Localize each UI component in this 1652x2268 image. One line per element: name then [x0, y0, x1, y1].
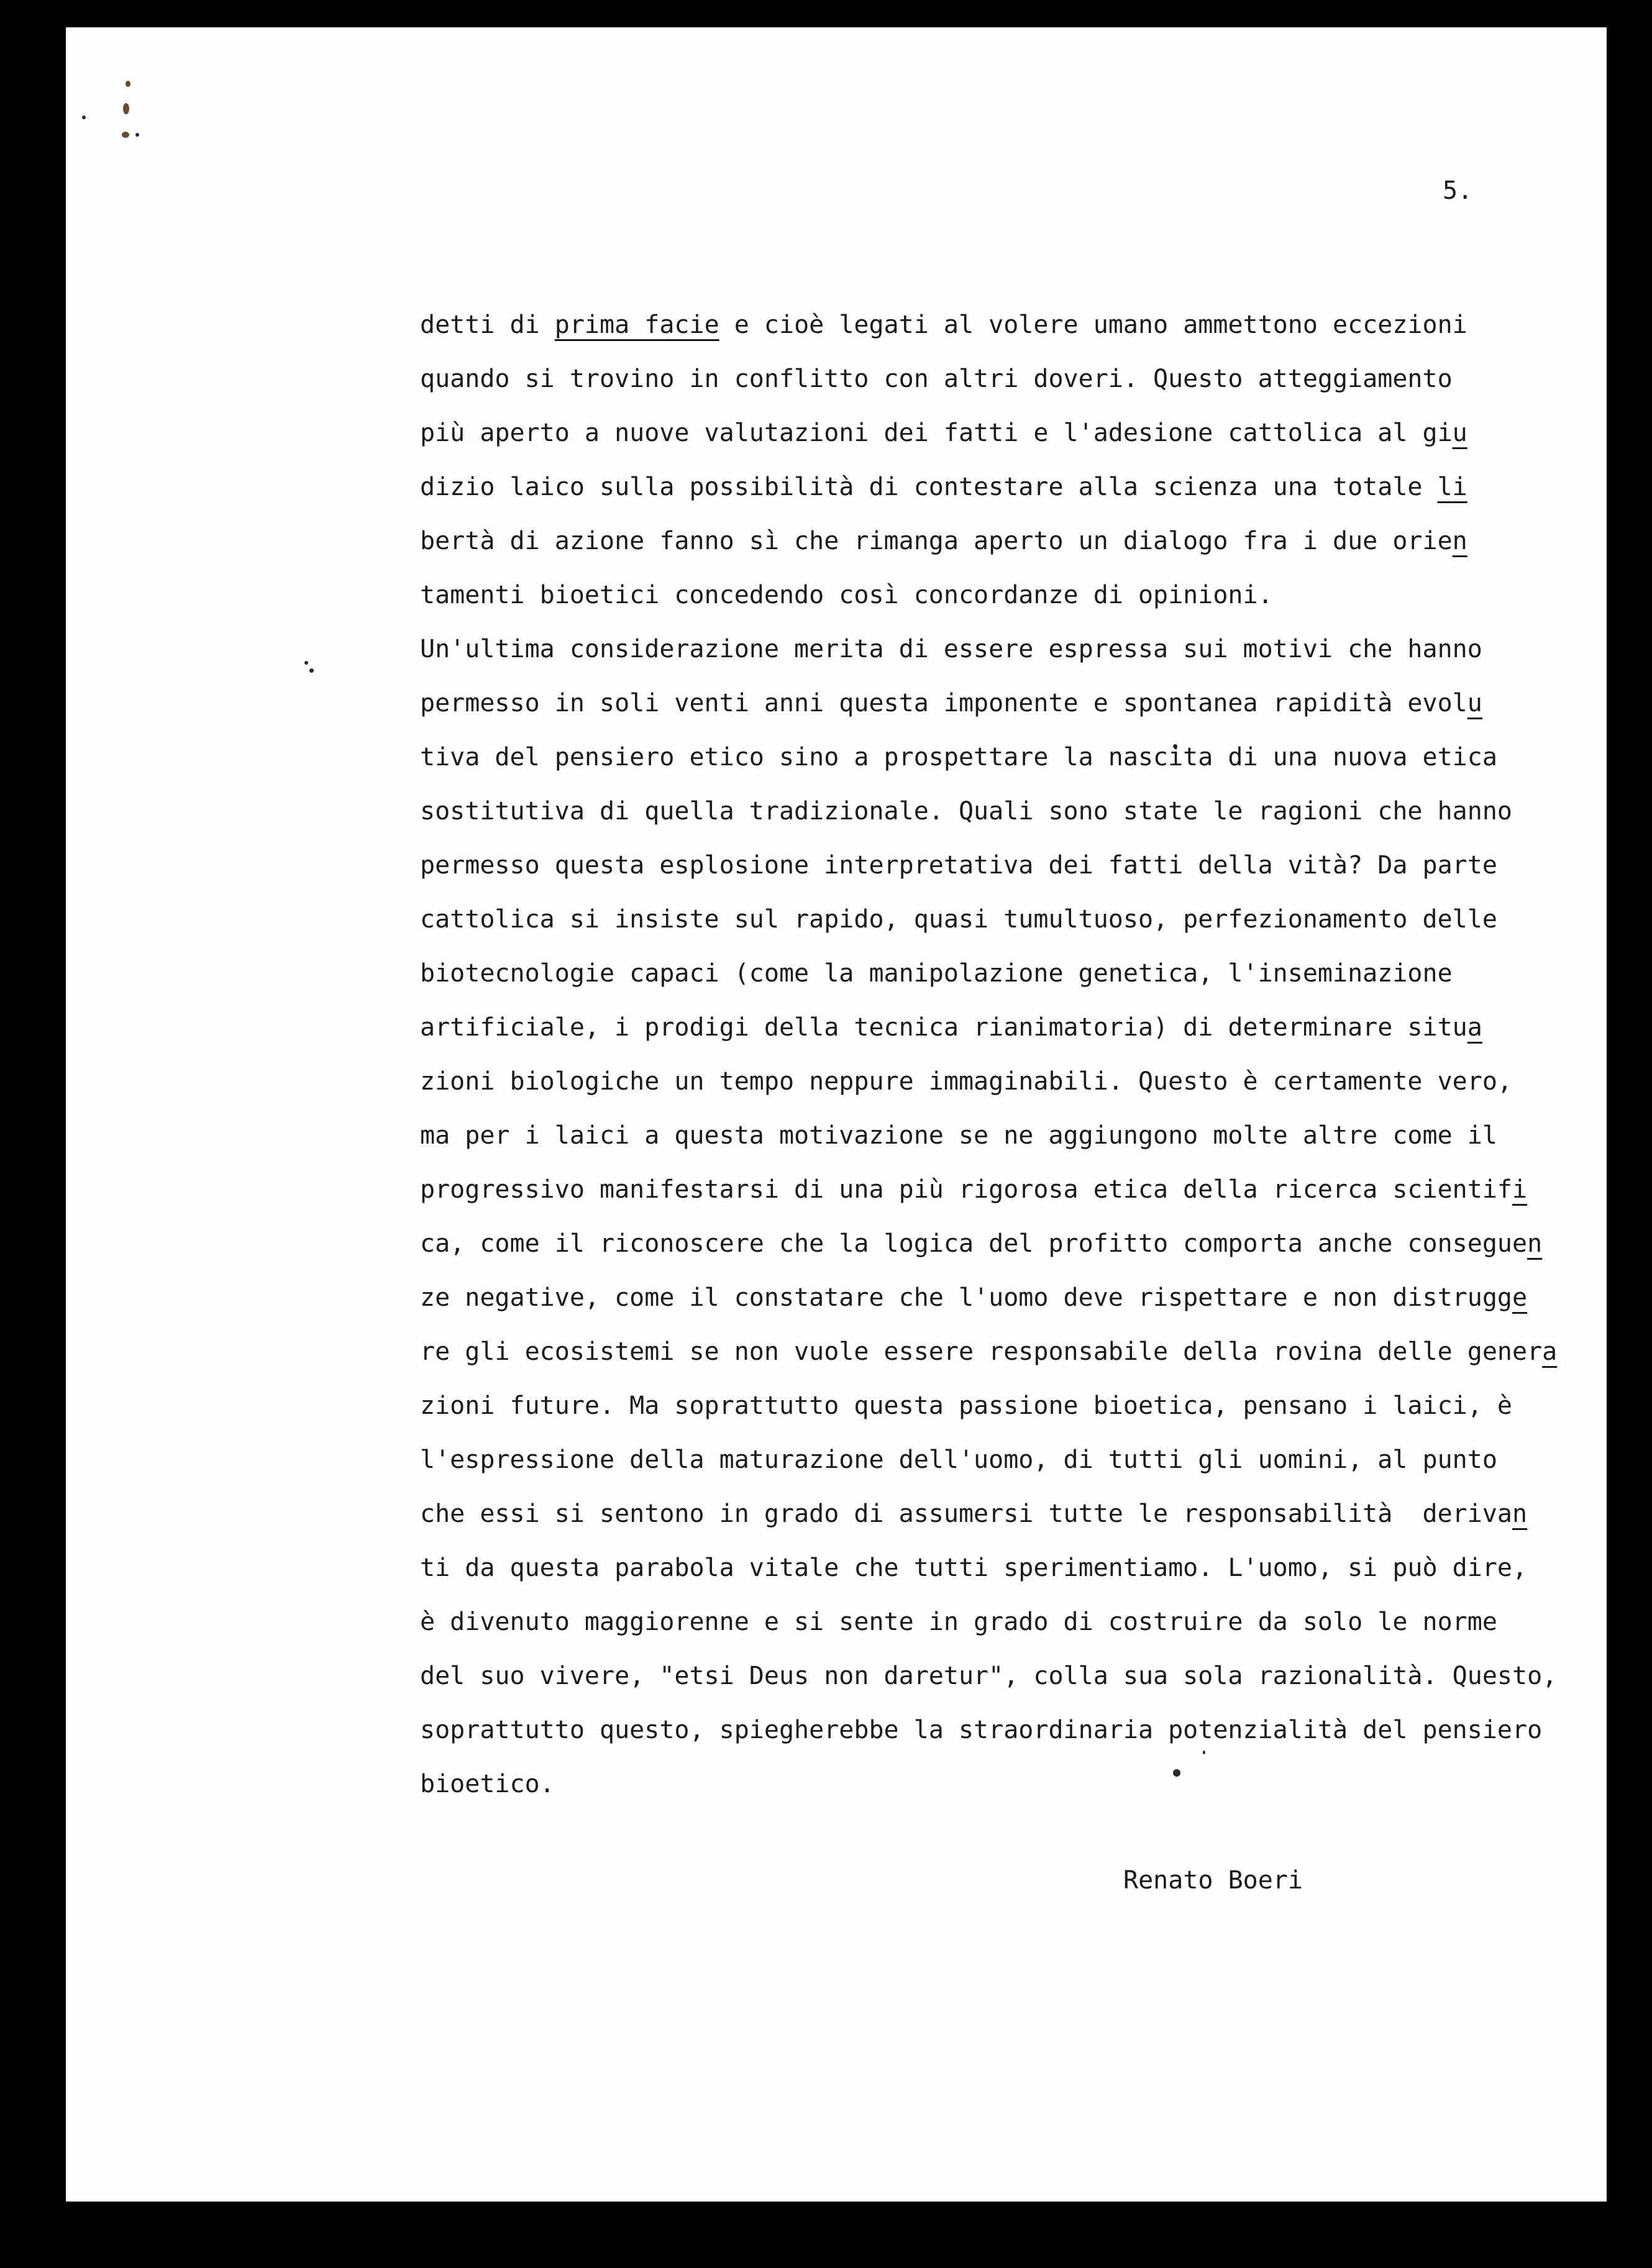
text-line — [420, 1109, 1613, 1163]
scan-speck — [125, 81, 130, 87]
text-segment: quando si trovino in conflitto con altri doveri. Questo atteggiamento — [420, 365, 1453, 393]
text-line — [420, 1001, 1613, 1055]
scan-speck — [122, 132, 129, 138]
text-line — [420, 785, 1613, 839]
text-segment: e cioè legati al volere umano ammettono eccezioni — [719, 311, 1467, 339]
text-segment: dizio laico sulla possibilità di contestare alla scienza una totale — [420, 473, 1438, 501]
text-line — [420, 1055, 1613, 1109]
text-line — [420, 1217, 1613, 1271]
text-line — [420, 622, 1613, 676]
scan-speck — [123, 103, 129, 114]
text-segment: progressivo manifestarsi di una più rigorosa etica della ricerca scientif — [420, 1175, 1512, 1204]
underlined-text: e — [1512, 1283, 1528, 1312]
text-segment: bertà di azione fanno sì che rimanga aperto un dialogo fra i due orie — [420, 527, 1453, 555]
text-line — [420, 1757, 1613, 1811]
text-segment: cattolica si insiste sul rapido, quasi tumultuoso, perfezionamento delle — [420, 905, 1497, 934]
text-line — [420, 406, 1613, 460]
scan-speck — [135, 133, 139, 137]
text-segment: tamenti bioetici concedendo così concordanze di opinioni. — [420, 581, 1273, 609]
underlined-text: n — [1452, 527, 1467, 555]
text-line — [420, 568, 1613, 622]
text-segment: bioetico. — [420, 1770, 555, 1798]
scan-speck — [304, 661, 308, 665]
underlined-text: u — [1452, 419, 1467, 447]
underlined-text: u — [1467, 689, 1482, 717]
text-line — [420, 893, 1613, 947]
text-line — [420, 1433, 1613, 1487]
text-line — [420, 514, 1613, 568]
document-page — [66, 27, 1607, 2202]
text-line — [420, 731, 1613, 785]
underlined-text: a — [1542, 1337, 1558, 1366]
text-segment: che essi si sentono in grado di assumersi tutte le responsabilità deriva — [420, 1500, 1512, 1528]
text-segment: tiva del pensiero etico sino a prospettare la nascita di una nuova etica — [420, 743, 1497, 772]
text-segment: permesso in soli venti anni questa imponente e spontanea rapidità evol — [420, 689, 1467, 717]
text-segment: è divenuto maggiorenne e si sente in grado di costruire da solo le norme — [420, 1608, 1497, 1636]
underlined-text: n — [1527, 1229, 1543, 1258]
text-line — [420, 1271, 1613, 1325]
text-segment: sostitutiva di quella tradizionale. Quali sono state le ragioni che hanno — [420, 797, 1512, 826]
text-line — [420, 839, 1613, 893]
author-signature: Renato Boeri — [1123, 1866, 1303, 1895]
text-segment: detti di — [420, 311, 555, 339]
text-line — [420, 1487, 1613, 1541]
text-line — [420, 1541, 1613, 1595]
text-segment: ti da questa parabola vitale che tutti sperimentiamo. L'uomo, si può dire, — [420, 1554, 1528, 1582]
text-line — [420, 460, 1613, 514]
text-line — [420, 298, 1613, 352]
text-line — [420, 1703, 1613, 1757]
text-segment: ca, come il riconoscere che la logica del profitto comporta anche consegue — [420, 1229, 1528, 1258]
text-line — [420, 1595, 1613, 1649]
text-line — [420, 1325, 1613, 1379]
text-segment: artificiale, i prodigi della tecnica rianimatoria) di determinare situ — [420, 1013, 1467, 1042]
scan-speck — [309, 668, 314, 673]
text-segment: ma per i laici a questa motivazione se ne aggiungono molte altre come il — [420, 1121, 1497, 1150]
text-line — [420, 1649, 1613, 1703]
text-segment: biotecnologie capaci (come la manipolazione genetica, l'inseminazione — [420, 959, 1453, 988]
text-line — [420, 1379, 1613, 1433]
underlined-text: prima facie — [554, 311, 719, 339]
text-segment: re gli ecosistemi se non vuole essere responsabile della rovina delle gener — [420, 1337, 1543, 1366]
body-text — [420, 298, 1613, 1811]
page-number: 5. — [1443, 176, 1473, 205]
text-line — [420, 352, 1613, 406]
scan-speck — [82, 116, 86, 119]
text-line — [420, 676, 1613, 731]
text-segment: zioni biologiche un tempo neppure immaginabili. Questo è certamente vero, — [420, 1067, 1512, 1096]
text-line — [420, 947, 1613, 1001]
underlined-text: i — [1512, 1175, 1528, 1204]
text-segment: zioni future. Ma soprattutto questa passione bioetica, pensano i laici, è — [420, 1391, 1512, 1420]
underlined-text: li — [1437, 473, 1467, 501]
text-segment: l'espressione della maturazione dell'uomo, di tutti gli uomini, al punto — [420, 1446, 1497, 1474]
text-segment: ze negative, come il constatare che l'uomo deve rispettare e non distrugg — [420, 1283, 1512, 1312]
underlined-text: n — [1512, 1500, 1528, 1528]
text-segment: soprattutto questo, spiegherebbe la straordinaria potenzialità del pensiero — [420, 1716, 1543, 1744]
text-segment: permesso questa esplosione interpretativa dei fatti della vità? Da parte — [420, 851, 1497, 880]
text-segment: del suo vivere, "etsi Deus non daretur", colla sua sola razionalità. Questo, — [420, 1662, 1558, 1690]
text-segment: Un'ultima considerazione merita di essere espressa sui motivi che hanno — [420, 635, 1482, 663]
text-segment: più aperto a nuove valutazioni dei fatti e l'adesione cattolica al gi — [420, 419, 1453, 447]
underlined-text: a — [1467, 1013, 1482, 1042]
text-line — [420, 1163, 1613, 1217]
